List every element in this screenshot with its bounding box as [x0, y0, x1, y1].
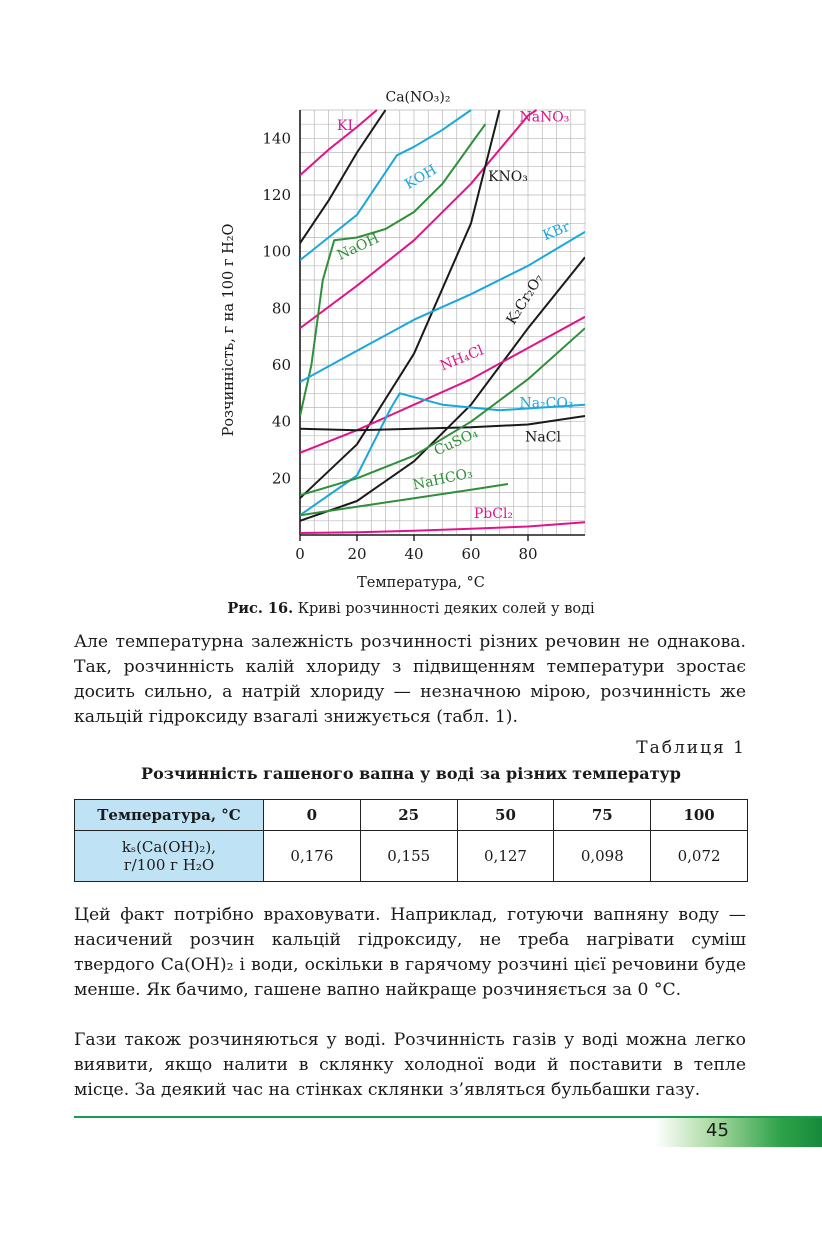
figure-caption-label: Рис. 16.	[227, 600, 294, 617]
table-row-label	[75, 831, 264, 882]
table-label: Таблиця 1	[636, 738, 746, 758]
table-value-cell: 0,155	[360, 831, 457, 882]
table-value-row	[75, 831, 748, 882]
series-label: KOH	[402, 162, 440, 193]
table-header-row	[75, 800, 748, 831]
y-tick-label: 20	[271, 469, 291, 488]
y-tick-label: 140	[262, 129, 291, 148]
series-label: NaNO₃	[519, 109, 570, 126]
series-label: NaCl	[525, 429, 561, 446]
series-label: Na₂CO₃	[519, 395, 574, 412]
figure-caption	[0, 600, 822, 617]
solubility-chart	[205, 90, 605, 595]
paragraph-3: Гази також розчиняються у воді. Розчинність газів у воді можна легко виявити, якщо налити в склянку холодної води й поставити в тепле місце. За деякий час на стінках склянки з’являться бульбашки газу.	[74, 1030, 746, 1100]
table-temp-cell: 0	[264, 800, 361, 831]
table-header-label: Температура, °С	[75, 800, 264, 831]
series-label: KI	[337, 117, 354, 134]
y-tick-label: 80	[271, 299, 291, 318]
series-label: CuSO₄	[431, 425, 481, 460]
table-title: Розчинність гашеного вапна у воді за різних температур	[141, 764, 681, 783]
solubility-table	[74, 799, 748, 882]
table-value-cell: 0,176	[264, 831, 361, 882]
series-label: NaHCO₃	[411, 465, 475, 494]
y-tick-label: 40	[271, 412, 291, 431]
series-label: K₂Cr₂O₇	[503, 271, 547, 328]
table-value-cell: 0,072	[651, 831, 748, 882]
table-temp-cell: 25	[360, 800, 457, 831]
page-number: 45	[706, 1120, 729, 1141]
paragraph-1: Але температурна залежність розчинності різних речовин не однакова. Так, розчинність калій хлориду з підвищенням температури зростає досить сильно, а натрій хлориду — незначною мірою, розчинність же кальцій гідроксиду взагалі знижується (табл. 1).	[74, 632, 746, 727]
series-label: NH₄Cl	[438, 342, 486, 375]
table-row-label-line1: kₛ(Ca(OH)₂),	[121, 838, 217, 856]
series-label: KBr	[540, 218, 573, 245]
page-number-bar	[655, 1118, 822, 1147]
y-axis-label: Розчинність, г на 100 г H₂O	[221, 223, 237, 437]
paragraph-2: Цей факт потрібно враховувати. Наприклад, готуючи вапняну воду — насичений розчин кальцій гідроксиду, не треба нагрівати суміш твердого Ca(OH)₂ і води, оскільки в гарячому розчині цієї речовини буде менше. Як бачимо, гашене вапно найкраще розчиняється за 0 °С.	[74, 905, 746, 1000]
x-tick-label: 0	[295, 545, 305, 563]
chart-series-labels	[335, 90, 574, 522]
series-line	[300, 110, 537, 328]
table-value-cell: 0,127	[457, 831, 554, 882]
series-label: PbCl₂	[473, 506, 514, 522]
table-temp-cell: 100	[651, 800, 748, 831]
series-label: NaOH	[334, 230, 382, 264]
series-label: KNO₃	[488, 168, 528, 185]
y-tick-label: 120	[262, 186, 291, 204]
table-value-cell: 0,098	[554, 831, 651, 882]
x-tick-label: 60	[461, 545, 481, 563]
table-temp-cell: 75	[554, 800, 651, 831]
x-tick-label: 40	[404, 545, 424, 563]
table-row-label-line2: г/100 г H₂O	[123, 856, 215, 874]
y-tick-label: 60	[271, 356, 291, 374]
x-tick-label: 20	[347, 545, 367, 563]
x-tick-label: 80	[518, 545, 538, 563]
figure-caption-text: Криві розчинності деяких солей у воді	[293, 601, 595, 617]
table-temp-cell: 50	[457, 800, 554, 831]
y-tick-label: 100	[262, 242, 291, 261]
series-label: Ca(NO₃)₂	[385, 90, 451, 106]
x-axis-label: Температура, °С	[357, 575, 485, 591]
series-line	[300, 124, 485, 416]
